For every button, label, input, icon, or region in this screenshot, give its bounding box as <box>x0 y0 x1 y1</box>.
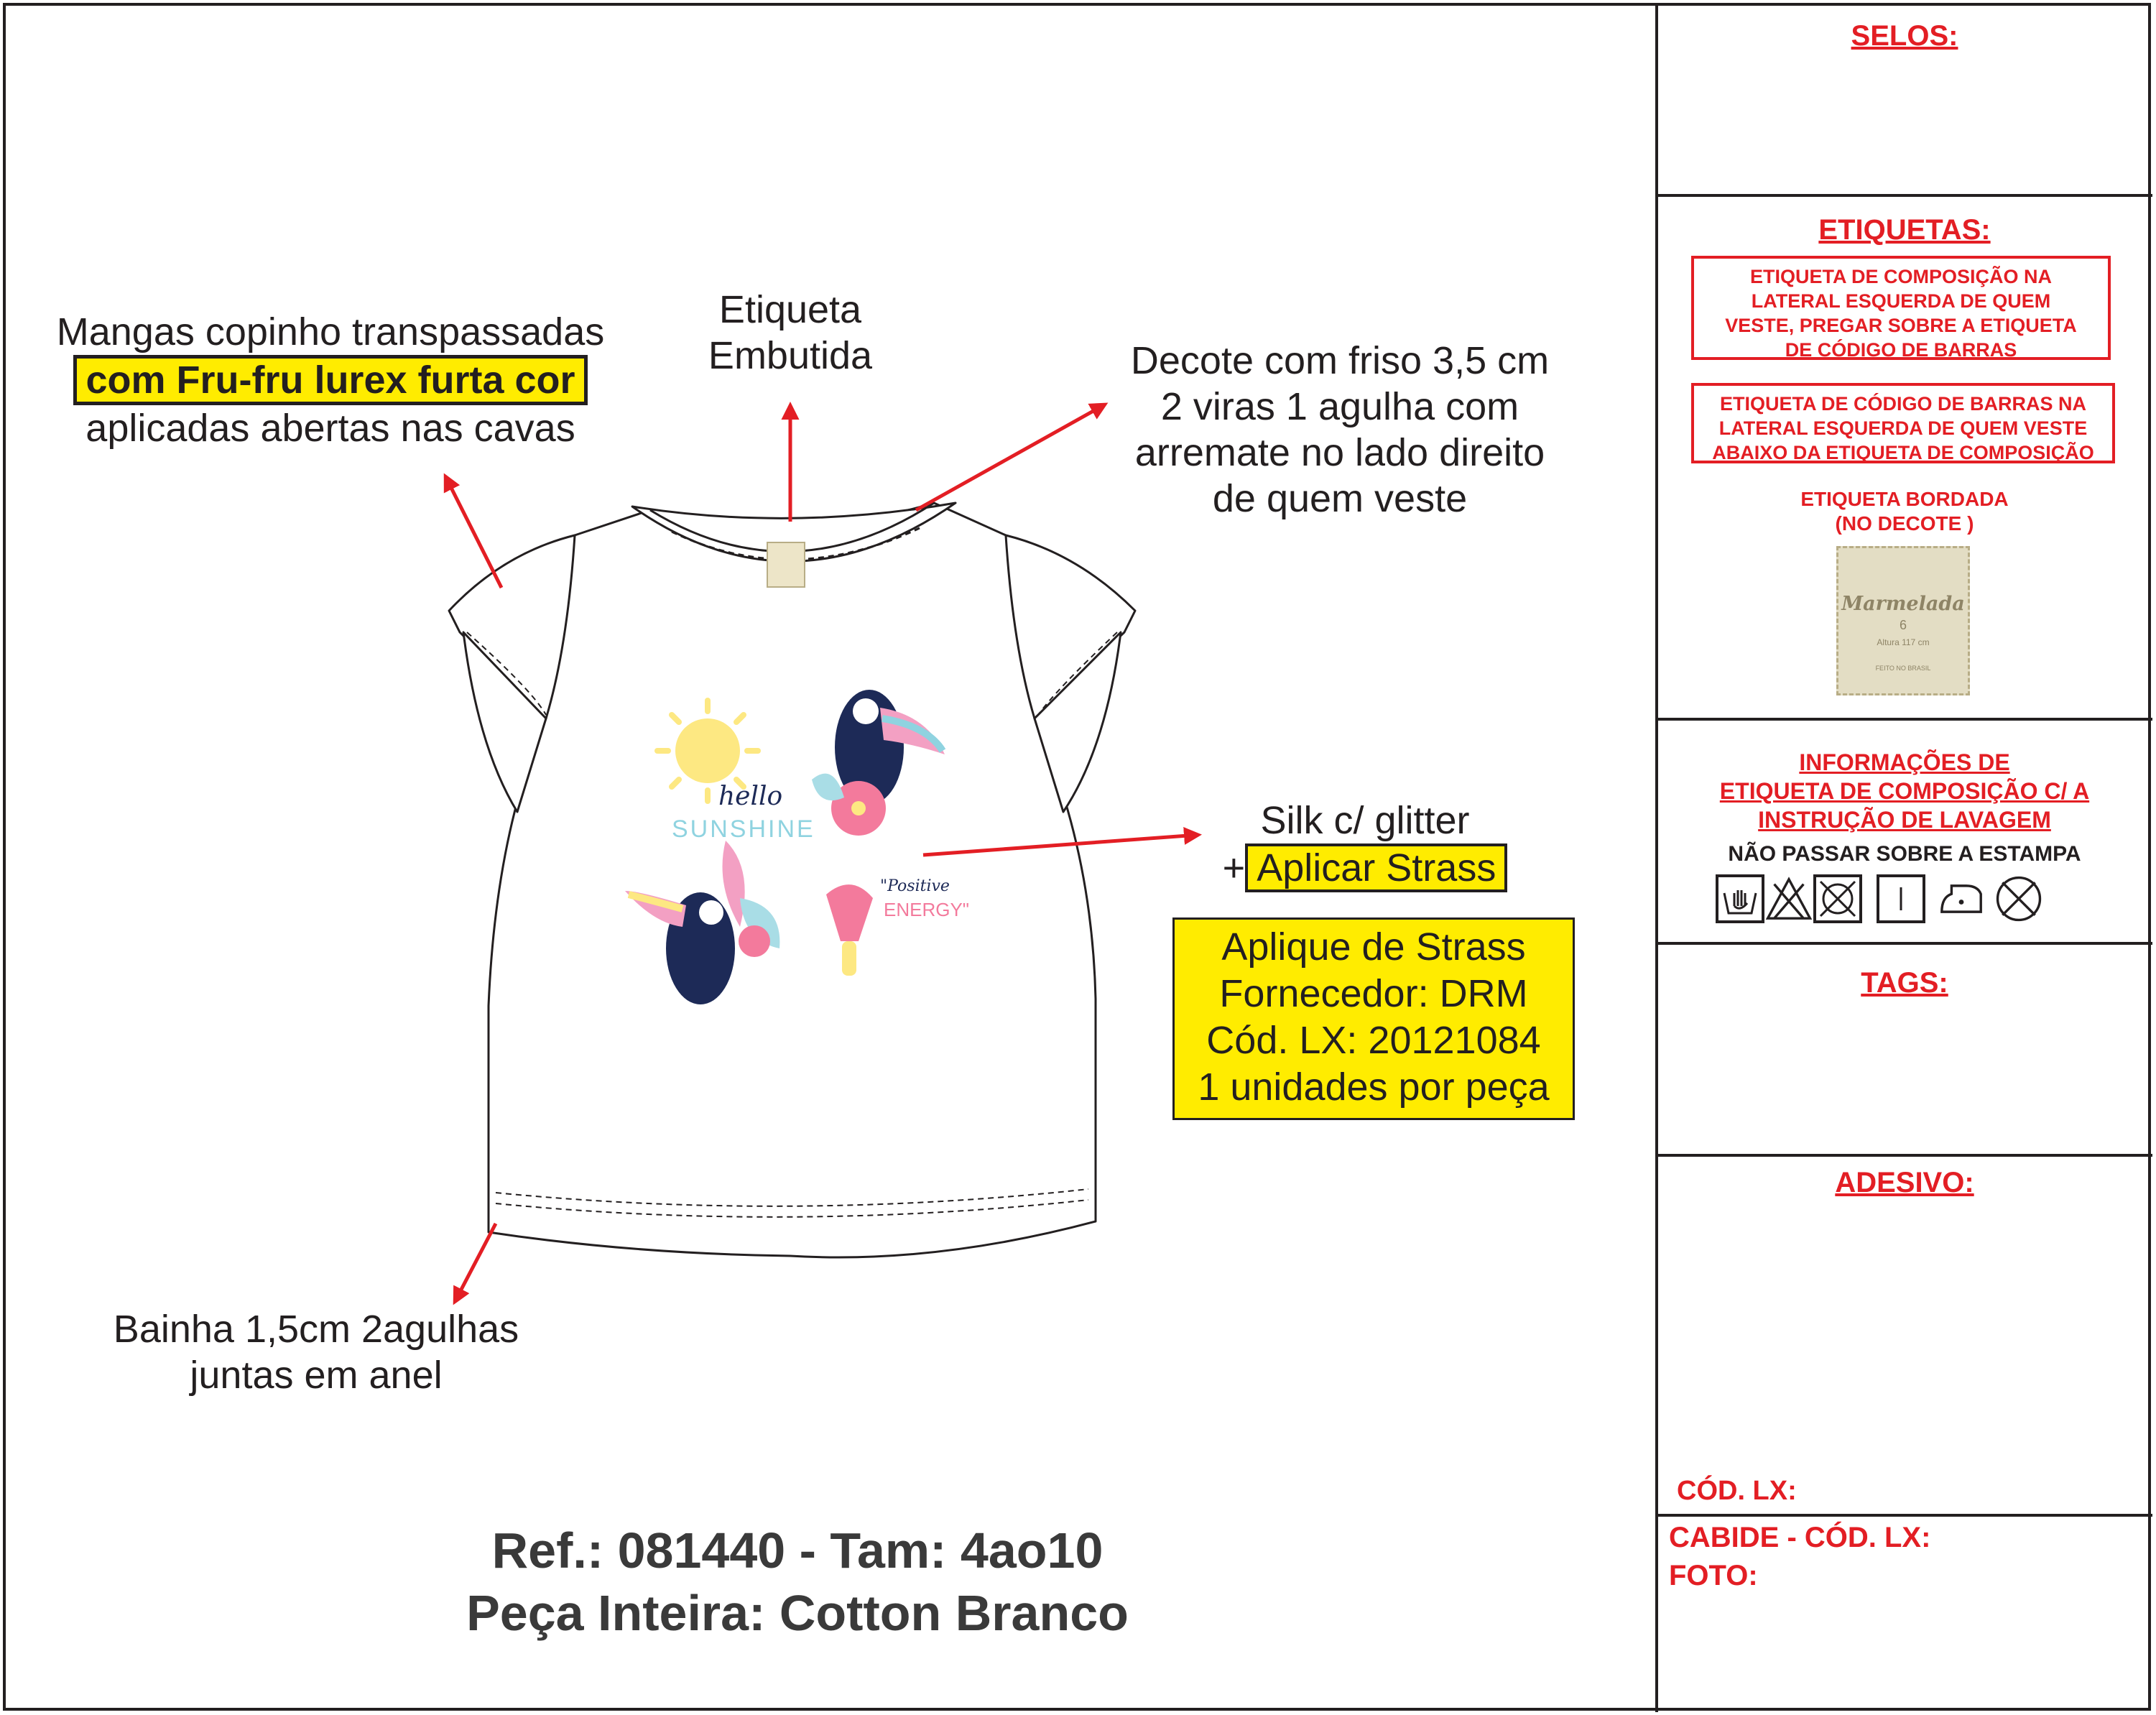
etiquetas-title: ETIQUETAS: <box>1818 214 1991 246</box>
foto-label: FOTO: <box>1669 1560 1758 1591</box>
selos-title: SELOS: <box>1851 20 1958 52</box>
no-bleach-icon <box>1764 874 1813 923</box>
info-line1: INFORMAÇÕES DE <box>1799 749 2010 775</box>
cod-lx-label: CÓD. LX: <box>1677 1476 1797 1506</box>
section-divider <box>1657 942 2152 945</box>
brand-label-image <box>1836 546 1970 695</box>
box2-line1: ETIQUETA DE CÓDIGO DE BARRAS NA <box>1719 393 2087 415</box>
reference-line: Ref.: 081440 - Tam: 4ao10 <box>491 1522 1104 1578</box>
print-hello-text: hello <box>718 782 783 811</box>
arrow-neckline <box>916 405 1105 510</box>
sleeve-line1: Mangas copinho transpassadas <box>56 310 605 353</box>
hem-line1: Bainha 1,5cm 2agulhas <box>113 1308 519 1351</box>
box1-line1: ETIQUETA DE COMPOSIÇÃO NA <box>1749 266 2053 287</box>
fabric-line: Peça Inteira: Cotton Branco <box>466 1585 1129 1641</box>
no-tumble-dry-icon <box>1813 874 1862 923</box>
neck-label <box>767 542 805 587</box>
care-info-title <box>1657 748 2152 834</box>
strass-line1: Aplique de Strass <box>1221 925 1526 969</box>
neckline-line1: Decote com friso 3,5 cm <box>1130 339 1550 382</box>
info-line2: ETIQUETA DE COMPOSIÇÃO C/ A <box>1719 778 2090 804</box>
strass-line4: 1 unidades por peça <box>1198 1065 1550 1109</box>
brand-origin: FEITO NO BRASIL <box>1875 665 1931 672</box>
no-iron-note: NÃO PASSAR SOBRE A ESTAMPA <box>1728 842 2081 866</box>
strass-line2: Fornecedor: DRM <box>1219 972 1528 1015</box>
label-annotation <box>672 287 909 379</box>
info-line3: INSTRUÇÃO DE LAVAGEM <box>1758 807 2051 833</box>
neckline-line3: arremate no lado direito <box>1134 431 1545 474</box>
print-line1: Silk c/ glitter <box>1260 799 1470 842</box>
strass-highlight: Aplicar Strass <box>1245 843 1507 892</box>
low-iron-icon <box>1937 874 1986 923</box>
box2-line2: LATERAL ESQUERDA DE QUEM VESTE <box>1718 417 2088 439</box>
hand-wash-icon <box>1716 874 1764 923</box>
box1-line3: VESTE, PREGAR SOBRE A ETIQUETA <box>1725 315 2077 336</box>
barcode-label-box <box>1691 383 2115 463</box>
strass-line3: Cód. LX: 20121084 <box>1206 1019 1541 1062</box>
section-divider <box>1657 194 2152 197</box>
embroidered-line2: (NO DECOTE ) <box>1835 512 1974 535</box>
label-line2: Embutida <box>708 334 873 377</box>
box1-line2: LATERAL ESQUERDA DE QUEM <box>1751 290 2051 312</box>
print-positive-text: "Positive <box>880 877 950 895</box>
adesivo-title: ADESIVO: <box>1835 1167 1974 1198</box>
strass-info-box <box>1172 917 1575 1120</box>
sleeve-annotation <box>29 309 632 451</box>
neckline-annotation <box>1078 338 1602 522</box>
sleeve-highlight: com Fru-fru lurex furta cor <box>73 355 587 405</box>
embroidered-line1: ETIQUETA BORDADA <box>1800 488 2009 510</box>
line-dry-icon <box>1877 874 1925 923</box>
section-divider <box>1657 1154 2152 1157</box>
print-energy-text: ENERGY" <box>884 899 970 920</box>
composition-label-box <box>1691 256 2111 360</box>
print-artwork <box>603 675 991 1063</box>
label-line1: Etiqueta <box>718 288 862 331</box>
tags-title: TAGS: <box>1861 967 1948 999</box>
section-divider <box>1657 1514 2152 1517</box>
arrow-hem <box>455 1224 496 1302</box>
hem-line2: juntas em anel <box>190 1354 443 1397</box>
section-divider <box>1657 718 2152 721</box>
cabide-label: CABIDE - CÓD. LX: <box>1669 1522 1931 1553</box>
no-dry-clean-icon <box>1994 874 2043 923</box>
neckline-line2: 2 viras 1 agulha com <box>1160 385 1519 428</box>
print-plus: + <box>1222 846 1246 889</box>
embroidered-label-caption <box>1657 487 2152 536</box>
box2-line3: ABAIXO DA ETIQUETA DE COMPOSIÇÃO <box>1712 442 2094 463</box>
brand-name: Marmelada <box>1841 593 1965 615</box>
sleeve-line3: aplicadas abertas nas cavas <box>85 407 575 450</box>
sun-graphic <box>675 718 740 783</box>
box1-line4: DE CÓDIGO DE BARRAS <box>1785 339 2017 361</box>
hem-annotation <box>65 1306 568 1398</box>
arrow-sleeve <box>445 476 501 588</box>
print-sunshine-text: SUNSHINE <box>672 815 815 843</box>
brand-height: Altura 117 cm <box>1877 637 1930 647</box>
brand-size: 6 <box>1899 618 1907 632</box>
neckline-line4: de quem veste <box>1212 477 1468 520</box>
print-annotation <box>1214 798 1516 892</box>
